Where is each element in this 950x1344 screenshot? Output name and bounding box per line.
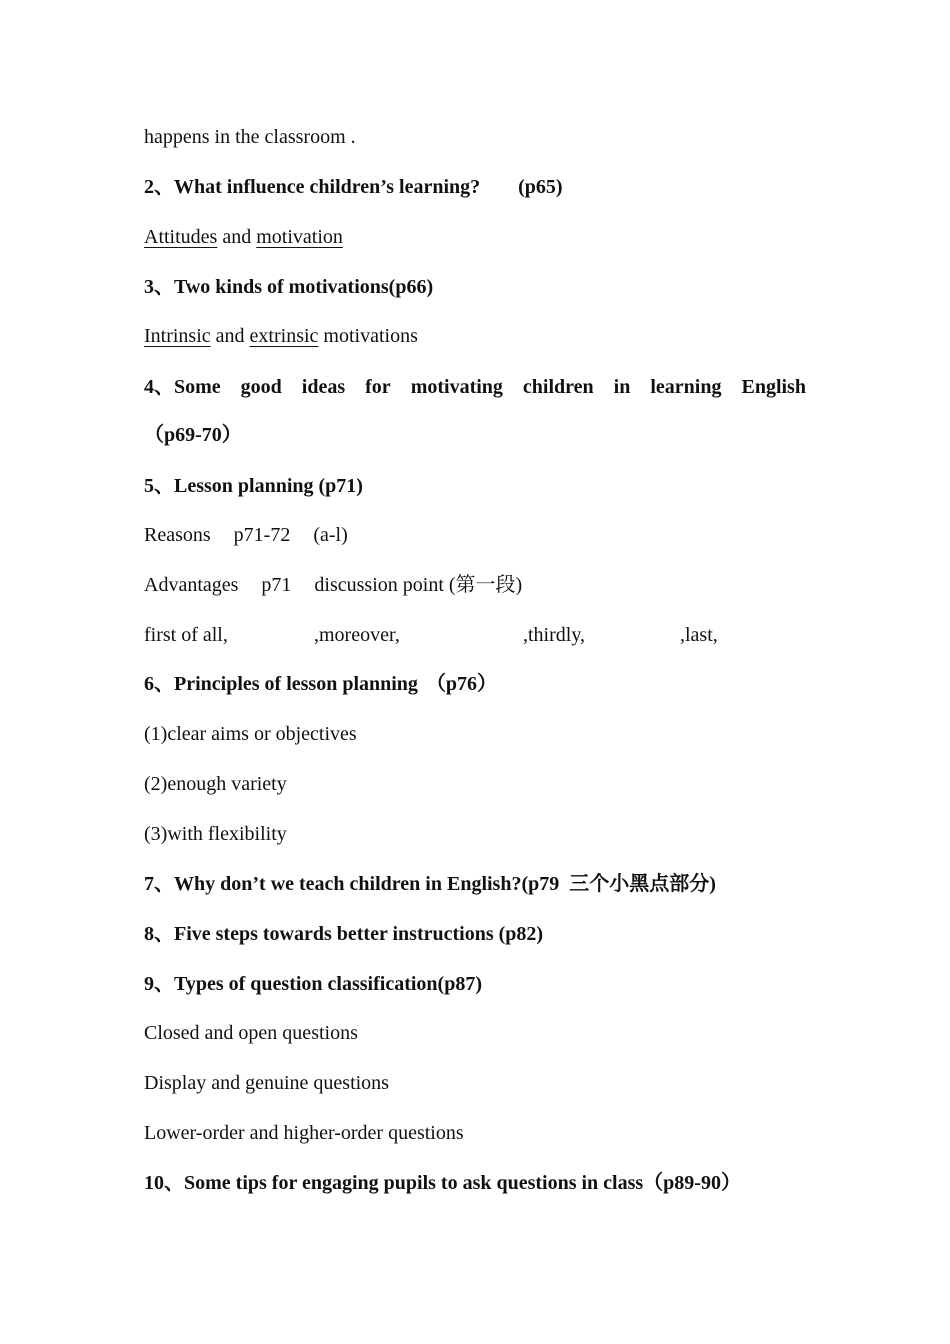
heading-q6 (144, 672, 497, 696)
heading-q4-word: 4、Some (144, 376, 221, 398)
heading-q4-ref: （p69-70） (144, 424, 242, 446)
underlined-term-extrinsic: extrinsic (249, 325, 319, 347)
sequence-word: ,moreover, (314, 624, 400, 646)
reasons-pages: p71-72 (233, 524, 291, 546)
heading-q4-word: English (741, 376, 806, 398)
reasons-label: Reasons (144, 524, 211, 546)
connector-and: and (217, 226, 257, 248)
principle-item: (3)with flexibility (144, 823, 287, 845)
heading-q4-word: good (240, 376, 282, 398)
answer-q2 (144, 225, 343, 249)
question-type-item: Lower-order and higher-order questions (144, 1122, 464, 1144)
heading-q5: 5、Lesson planning (p71) (144, 475, 363, 497)
heading-q6-ref: （p76） (425, 673, 498, 695)
answer-q3 (144, 324, 418, 348)
heading-q4-word: children (522, 376, 594, 398)
principle-item: (2)enough variety (144, 773, 287, 795)
heading-q4-word: ideas (301, 376, 346, 398)
continuation-line: happens in the classroom . (144, 126, 356, 148)
heading-q6-title: 6、Principles of lesson planning (144, 673, 418, 695)
advantages-line (144, 573, 522, 597)
advantages-page: p71 (261, 574, 292, 596)
connector-and: and (210, 325, 250, 347)
heading-q8: 8、Five steps towards better instructions (p82) (144, 923, 544, 945)
heading-q2-ref: (p65) (518, 176, 563, 198)
question-type-item: Display and genuine questions (144, 1072, 389, 1094)
sequence-word: ,last, (680, 624, 718, 646)
sequence-word: ,thirdly, (523, 624, 586, 646)
advantages-note: discussion point (第一段) (314, 574, 523, 596)
heading-q3: 3、Two kinds of motivations(p66) (144, 276, 434, 298)
underlined-term-intrinsic: Intrinsic (144, 325, 211, 347)
heading-q10: 10、Some tips for engaging pupils to ask questions in class（p89-90） (144, 1172, 741, 1194)
heading-q4-word: for (365, 376, 391, 398)
sequence-word: first of all, (144, 624, 228, 646)
question-type-item: Closed and open questions (144, 1022, 358, 1044)
heading-q4-word: motivating (410, 376, 503, 398)
heading-q4 (144, 375, 806, 399)
heading-q9: 9、Types of question classification(p87) (144, 973, 482, 995)
heading-q7: 7、Why don’t we teach children in English?(p79 三个小黑点部分) (144, 873, 716, 895)
underlined-term-attitudes: Attitudes (144, 226, 218, 248)
heading-q2-title: 2、What influence children’s learning? (144, 176, 481, 198)
principle-item: (1)clear aims or objectives (144, 723, 357, 745)
underlined-term-motivation: motivation (256, 226, 343, 248)
reasons-items: (a-l) (313, 524, 348, 546)
advantages-label: Advantages (144, 574, 239, 596)
reasons-line (144, 523, 348, 547)
heading-q4-word: in (613, 376, 631, 398)
answer-q3-rest: motivations (318, 325, 418, 347)
heading-q2 (144, 175, 563, 199)
heading-q4-word: learning (650, 376, 722, 398)
